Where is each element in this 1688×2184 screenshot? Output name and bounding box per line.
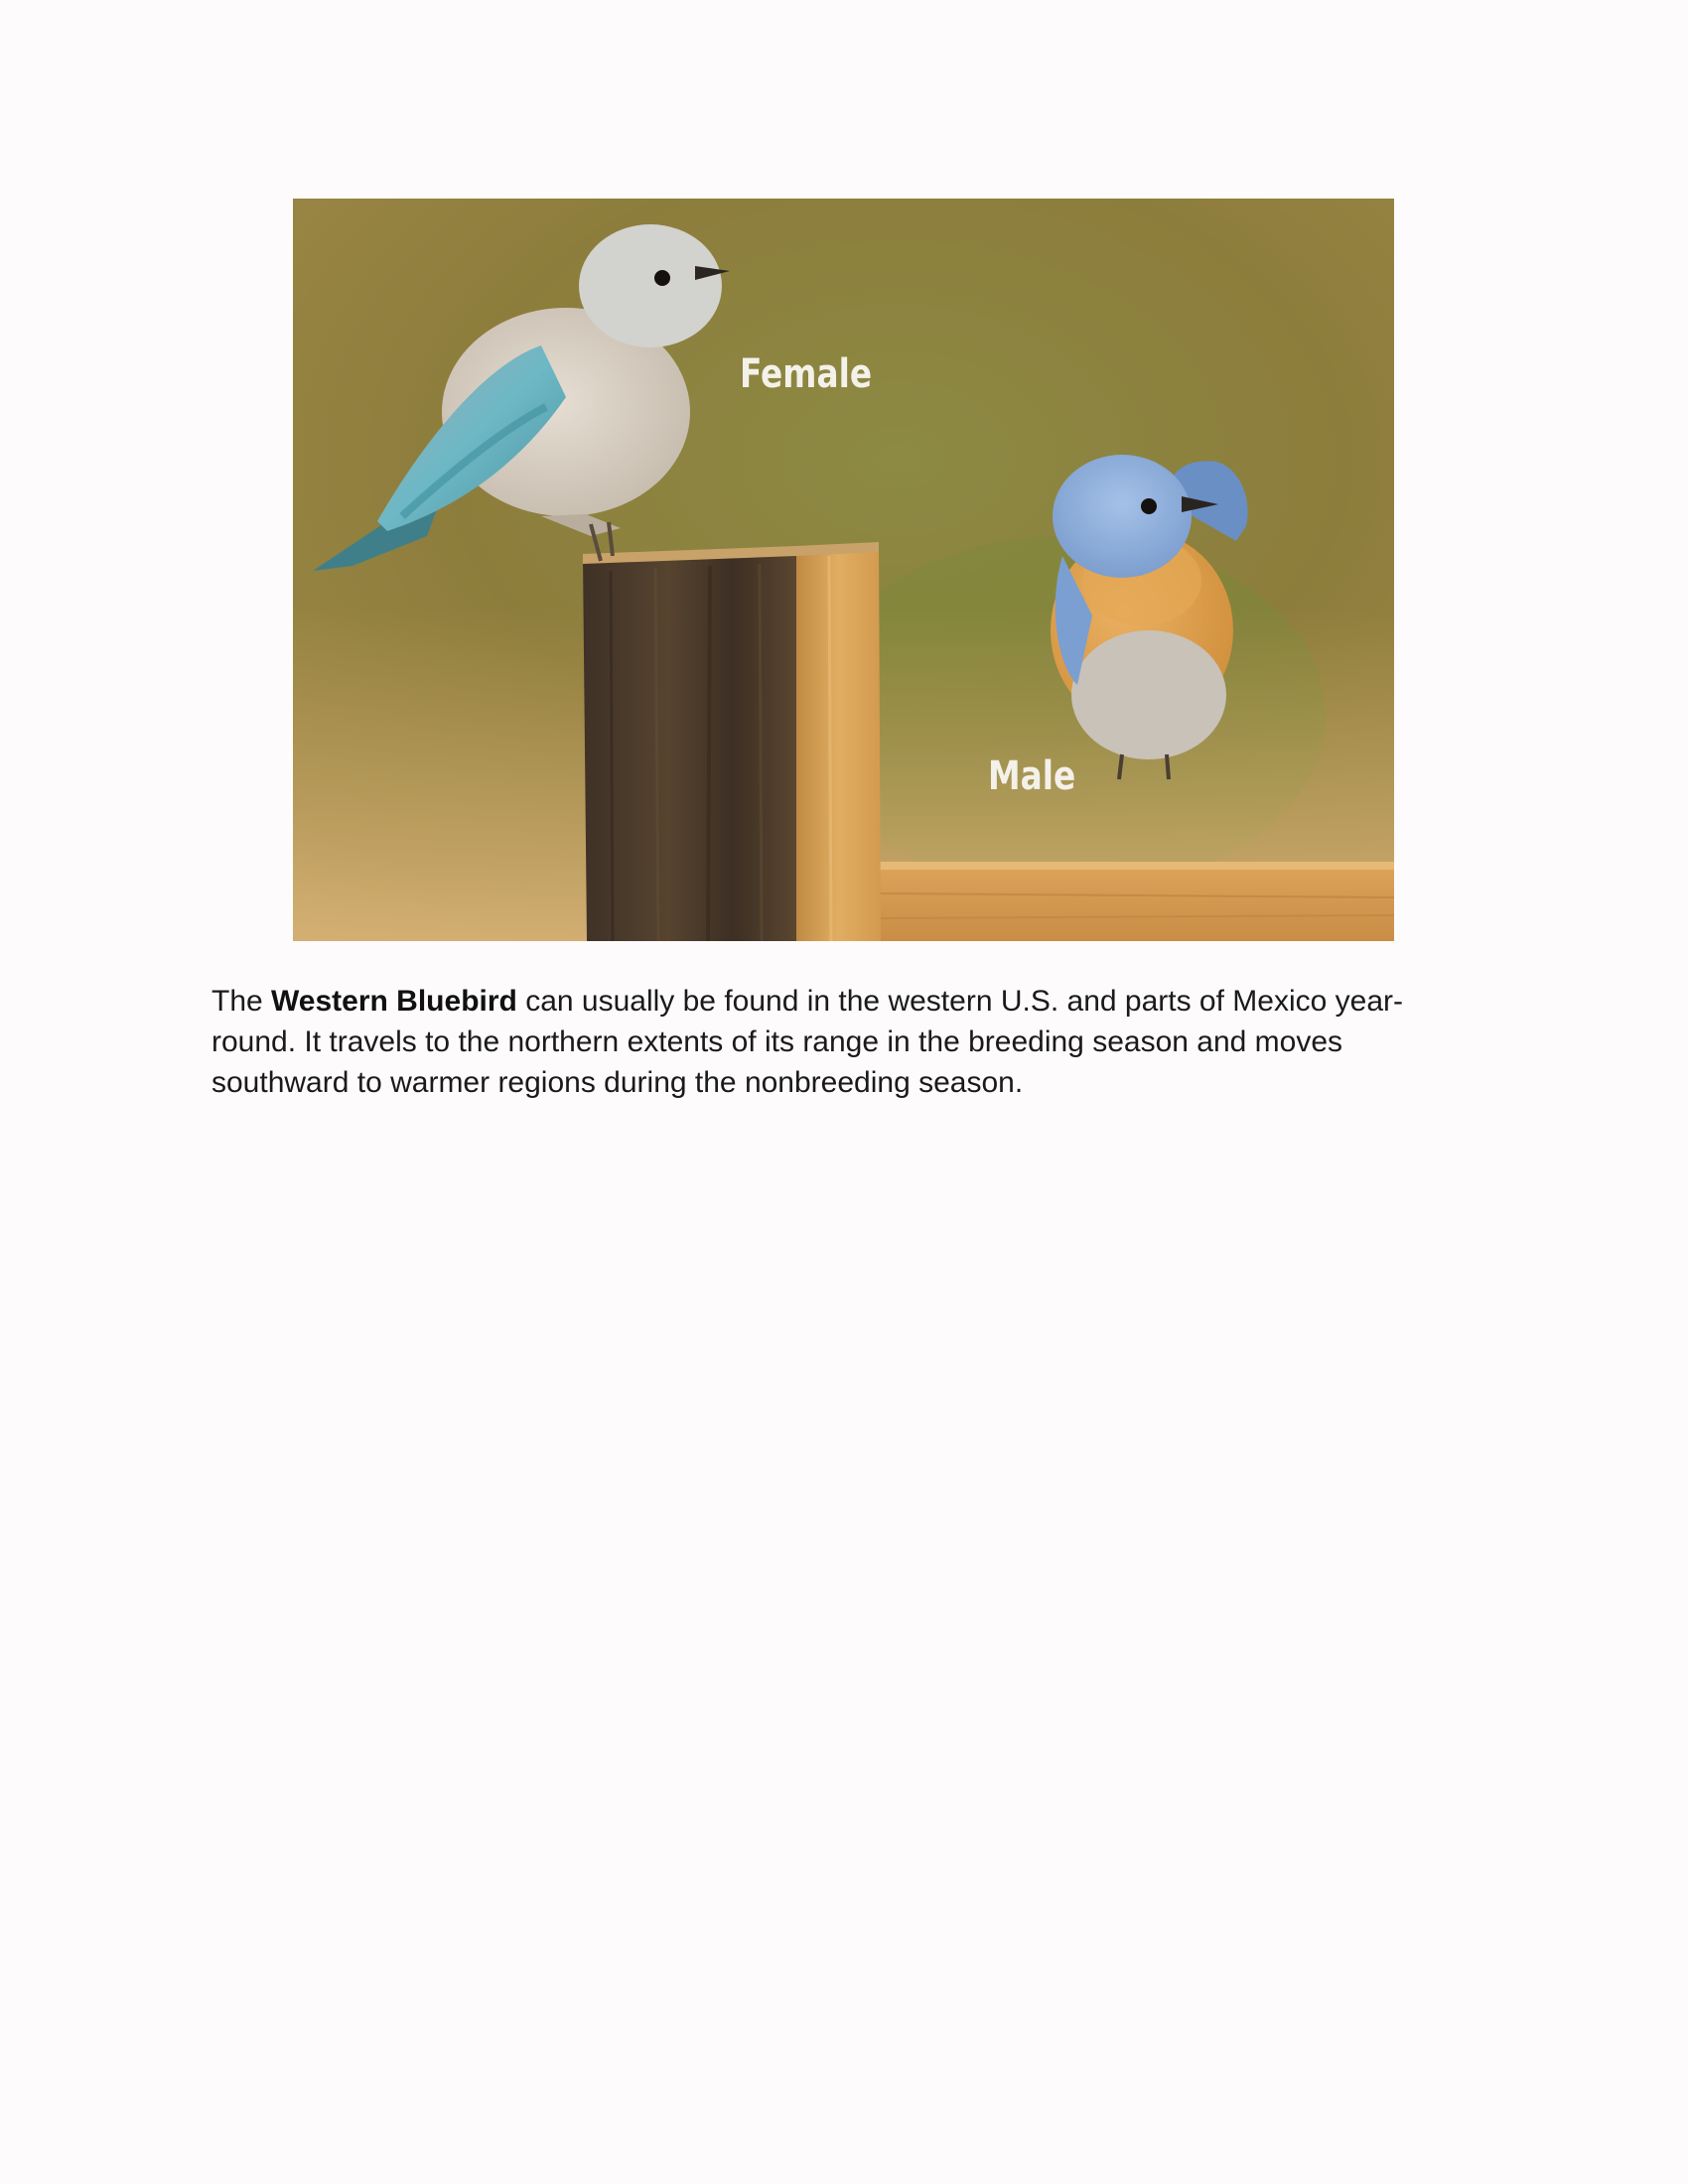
caption-prefix: The	[211, 985, 272, 1018]
male-label: Male	[988, 751, 1076, 799]
caption-text: can usually be found in the western U.S. and parts of Mexico year-round. It travels to the northern extents of its range in the breeding season and moves southward to warmer regions during the nonbreeding season.	[211, 985, 1403, 1099]
bluebird-photo	[293, 199, 1394, 941]
caption-paragraph	[211, 981, 1487, 1103]
fence-rail	[879, 862, 1394, 941]
fence-post	[583, 542, 881, 941]
female-label: Female	[740, 349, 873, 397]
species-name: Western Bluebird	[271, 985, 517, 1018]
